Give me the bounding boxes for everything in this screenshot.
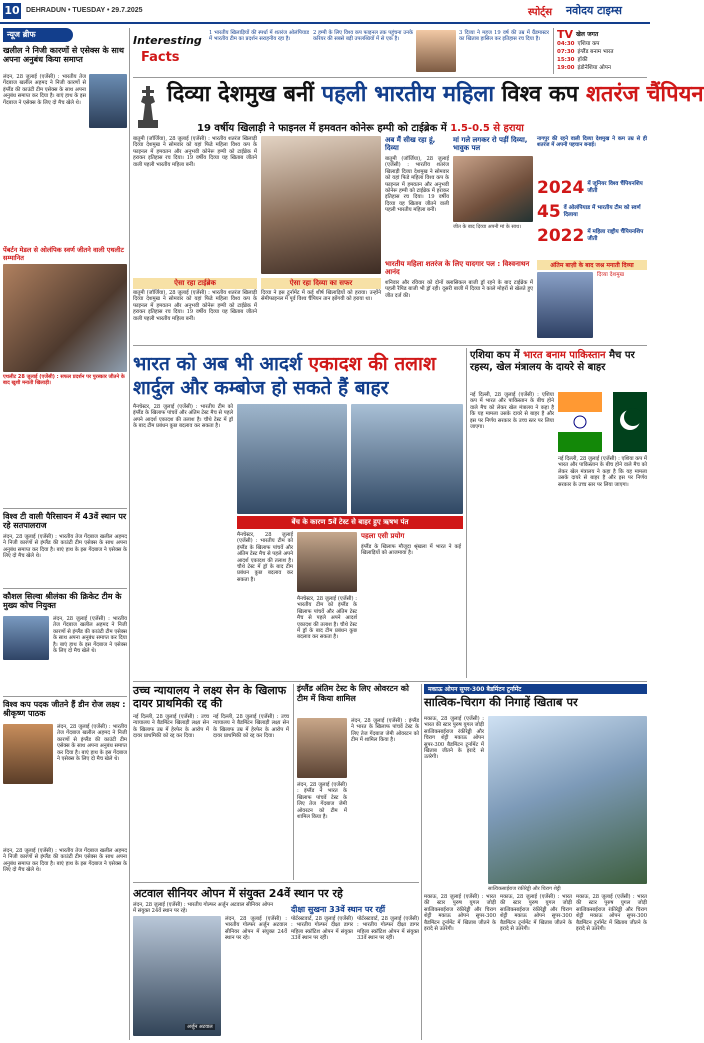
sidebar-title: पहला एसी प्रयोग xyxy=(361,532,405,540)
atwal-title: अटवाल सीनियर ओपन में संयुक्त 24वें स्थान पर रहे xyxy=(133,887,343,900)
silva-photo xyxy=(3,616,49,660)
box-tiebreak-title: ऐसा रहा टाईब्रेक xyxy=(133,278,257,289)
tv-time: 15:30 xyxy=(557,57,575,63)
tv-row xyxy=(557,64,647,72)
tv-show: हॉकी xyxy=(577,57,588,63)
tv-show: इंग्लैंड बनाम भारत xyxy=(577,49,614,55)
cricket-body: मैनचेस्टर, 28 जुलाई (एजेंसी) : भारतीय टीम को इंग्लैंड के खिलाफ पांचवें और अंतिम टेस्ट मैच से पहले अपने आदर्श एकादश की तलाश है। चौथे टेस्ट में ड्रॉ के बाद टीम प्रबंधन कुछ बदलाव कर सकता है। xyxy=(297,596,357,641)
tv-row xyxy=(557,48,647,56)
badminton-kicker: मकाऊ ओपन सुपर-300 बैडमिंटन टूर्नामेंट xyxy=(424,684,647,694)
brief-item-body: लंदन, 28 जुलाई (एजेंसी) : भारतीय तेज गेंदबाज खलील अहमद ने निजी कारणों से इंग्लैंड की काउंटी टीम एसेक्स के साथ अपना अनुबंध समाप्त कर दिया है। बाएं हाथ के इस गेंदबाज ने एसेक्स के लिए दो मैच खेले थे। xyxy=(3,74,86,106)
quote-title: अब मैं सीख रहा हूं, दिव्या xyxy=(385,136,436,152)
interesting-facts-strip xyxy=(133,28,549,74)
tv-show: एशिया कप xyxy=(577,41,600,47)
lead-body: बातुमी (जॉर्जिया), 28 जुलाई (एजेंसी) : भारतीय शतरंज खिलाड़ी दिव्या देशमुख ने सोमवार को यहां फिडे महिला विश्व कप के फाइनल में हमवतन और अनुभवी कोनेरू हम्पी को टाईब्रेक में हराकर इतिहास रच दिया। 19 वर्षीय दिव्या यह खिताब जीतने वाली पहली भारतीय महिला बनीं। xyxy=(133,136,257,168)
badminton-body: मकाऊ, 28 जुलाई (एजेंसी) : भारत की स्टार पुरुष युगल जोड़ी सात्विकसाईराज रंकीरेड्डी और चिराग शेट्टी मकाऊ ओपन सुपर-300 बैडमिंटन टूर्नामेंट में खिताब जीतने के इरादे से उतरेगी। xyxy=(500,894,572,933)
cricket-body: मैनचेस्टर, 28 जुलाई (एजेंसी) : भारतीय टीम को इंग्लैंड के खिलाफ पांचवें और अंतिम टेस्ट मैच से पहले अपने आदर्श एकादश की तलाश है। चौथे टेस्ट में ड्रॉ के बाद टीम प्रबंधन कुछ बदलाव कर सकता है। xyxy=(133,404,233,430)
overton-body: लंदन, 28 जुलाई (एजेंसी) : इंग्लैंड ने भारत के खिलाफ पांचवें टेस्ट के लिए तेज गेंदबाज जेमी ओवरटन को टीम में शामिल किया है। xyxy=(297,782,347,821)
headline-part: भारत को अब भी आदर्श xyxy=(133,353,302,375)
athlete-photo xyxy=(3,264,127,372)
headline-part: एशिया कप में xyxy=(470,350,520,361)
lakshya-title: उच्च न्यायालय ने लक्ष्य सेन के खिलाफ दायर प्राथमिकी रद्द की xyxy=(133,684,287,710)
fact-item: 1 भारतीय खिलाड़ियों की स्पर्धा में शतरंज ओलंपियाड में भारतीय टीम का प्रदर्शन सराहनीय रहा है। xyxy=(209,30,309,43)
lead-story xyxy=(133,80,704,342)
brief-item-title: विश्व कप पदक जीतने हैं डीन रोज लक्ष्य : श्रीकृष्ण पाठक xyxy=(3,700,126,718)
overton-title: इंग्लैंड अंतिम टेस्ट के लिए ओवरटन को टीम में किया शामिल xyxy=(297,684,409,703)
quote-body: बातुमी (जॉर्जिया), 28 जुलाई (एजेंसी) : भारतीय शतरंज खिलाड़ी दिव्या देशमुख ने सोमवार को यहां फिडे महिला विश्व कप के फाइनल में हमवतन और अनुभवी कोनेरू हम्पी को टाईब्रेक में हराकर इतिहास रच दिया। 19 वर्षीय दिव्या यह खिताब जीतने वाली पहली भारतीय महिला बनीं। xyxy=(385,156,449,214)
badminton-caption: सात्विकसाईराज रंकीरेड्डी और चिराग शेट्टी xyxy=(488,886,561,892)
page-number: 10 xyxy=(4,4,20,17)
brief-item-title: खलील ने निजी कारणों से एसेक्स के साथ अपना अनुबंध किया समाप्त xyxy=(3,46,124,64)
headline-part: मैच पर रहस्य, खेल मंत्रालय के दायरे से बाहर xyxy=(470,350,635,373)
timeline-year: 45 xyxy=(537,202,561,222)
badminton-body: मकाऊ, 28 जुलाई (एजेंसी) : भारत की स्टार पुरुष युगल जोड़ी सात्विकसाईराज रंकीरेड्डी और चिराग शेट्टी मकाऊ ओपन सुपर-300 बैडमिंटन टूर्नामेंट में खिताब जीतने के इरादे से उतरेगी। xyxy=(424,894,496,933)
photo-caption: एथलीट 28 जुलाई (एजेंसी) : सफल प्रदर्शन पर पुरस्कार जीतने के बाद खुशी मनाती खिलाड़ी। xyxy=(3,374,125,386)
asia-cup-story xyxy=(470,348,647,678)
lakshya-body: नई दिल्ली, 28 जुलाई (एजेंसी) : उच्च न्यायालय ने बैडमिंटन खिलाड़ी लक्ष्य सेन के खिलाफ उम्र में हेरफेर के आरोप में दायर प्राथमिकी को रद्द कर दिया। xyxy=(213,714,289,740)
box-journey-title: ऐसा रहा दिव्या का सफर xyxy=(261,278,381,289)
tv-time: 07:30 xyxy=(557,49,575,55)
masthead xyxy=(0,0,650,24)
family-caption: जीत के बाद दिव्या अपनी मां के साथ। xyxy=(453,224,522,230)
player-photo xyxy=(416,30,456,72)
pant-photo-label: बेंच के कारण 5वें टेस्ट से बाहर हुए ऋषभ पंत xyxy=(237,516,463,529)
tv-row xyxy=(557,40,647,48)
news-brief-column xyxy=(3,28,127,1040)
lakshya-body: नई दिल्ली, 28 जुलाई (एजेंसी) : उच्च न्यायालय ने बैडमिंटन खिलाड़ी लक्ष्य सेन के खिलाफ उम्र में हेरफेर के आरोप में दायर प्राथमिकी को रद्द कर दिया। xyxy=(133,714,209,740)
pant-photo xyxy=(297,532,357,592)
atwal-body: लंदन, 28 जुलाई (एजेंसी) : भारतीय गोल्फर अर्जुन अटवाल सीनियर ओपन में संयुक्त 24वें स्थान पर रहे। xyxy=(133,902,273,915)
headline-part: एकादश की तलाश xyxy=(308,353,436,375)
brief-body-filler: लंदन, 28 जुलाई (एजेंसी) : भारतीय तेज गेंदबाज खलील अहमद ने निजी कारणों से इंग्लैंड की काउंटी टीम एसेक्स के साथ अपना अनुबंध समाप्त कर दिया है। बाएं हाथ के इस गेंदबाज ने एसेक्स के लिए दो मैच खेले थे। xyxy=(57,724,127,763)
timeline-row xyxy=(537,178,647,198)
cricket-headline-2: शार्दुल और कम्बोज हो सकते हैं बाहर xyxy=(133,377,389,399)
cricket-body: मैनचेस्टर, 28 जुलाई (एजेंसी) : भारतीय टीम को इंग्लैंड के खिलाफ पांचवें और अंतिम टेस्ट मैच से पहले अपने आदर्श एकादश की तलाश है। चौथे टेस्ट में ड्रॉ के बाद टीम प्रबंधन कुछ बदलाव कर सकता है। xyxy=(237,532,293,583)
badminton-body: मकाऊ, 28 जुलाई (एजेंसी) : भारत की स्टार पुरुष युगल जोड़ी सात्विकसाईराज रंकीरेड्डी और चिराग शेट्टी मकाऊ ओपन सुपर-300 बैडमिंटन टूर्नामेंट में खिताब जीतने के इरादे से उतरेगी। xyxy=(576,894,647,933)
tv-guide xyxy=(553,28,647,74)
satwik-chirag-photo xyxy=(488,716,647,884)
timeline-row xyxy=(537,226,647,246)
asia-cup-body: नई दिल्ली, 28 जुलाई (एजेंसी) : एशिया कप में भारत और पाकिस्तान के बीच होने वाले मैच को लेकर खेल मंत्रालय ने कहा है कि यह मामला उसके दायरे से बाहर है और इस पर निर्णय सरकार के उच्च स्तर पर लिया जाएगा। xyxy=(470,392,554,431)
tv-title: खेल जगत xyxy=(576,31,599,38)
diksha-title: दीक्षा सुखना 33वें स्थान पर रहीं xyxy=(291,905,386,914)
brief-body-filler: लंदन, 28 जुलाई (एजेंसी) : भारतीय तेज गेंदबाज खलील अहमद ने निजी कारणों से इंग्लैंड की काउंटी टीम एसेक्स के साथ अपना अनुबंध समाप्त कर दिया है। बाएं हाथ के इस गेंदबाज ने एसेक्स के लिए दो मैच खेले थे। xyxy=(53,616,127,655)
side-caption: दिव्या देशमुख xyxy=(597,272,625,278)
subhead-part: 19 वर्षीय खिलाड़ी ने फाइनल में हमवतन कोनेरू हम्पी को टाईब्रेक में xyxy=(197,123,447,134)
celebration-photo xyxy=(537,272,593,338)
diksha-body: पोर्टरस्टवार्ट, 28 जुलाई (एजेंसी) : भारतीय गोल्फर दीक्षा डागर महिला स्कॉटिश ओपन में संयुक्त 33वें स्थान पर रहीं। xyxy=(357,916,419,942)
timeline-intro: नागपुर की रहने वाली दिव्या देशमुख ने कम उम्र से ही शतरंज में अपनी पहचान बनाई। xyxy=(537,136,647,149)
divya-photo xyxy=(261,136,381,274)
tv-label: TV xyxy=(557,28,574,41)
timeline-text: में महिला राष्ट्रीय चैंपियनशिप जीती xyxy=(587,229,644,242)
flags-graphic xyxy=(558,392,647,452)
lead-headline xyxy=(167,82,704,108)
brief-item-title: विश्व टी वाली पैरिसायन में 43वें स्थान पर रहे सतपालराज xyxy=(3,512,127,530)
headline-part: पहली भारतीय महिला xyxy=(321,82,495,107)
chess-king-graphic xyxy=(133,84,163,134)
badminton-body: मकाऊ, 28 जुलाई (एजेंसी) : भारत की स्टार पुरुष युगल जोड़ी सात्विकसाईराज रंकीरेड्डी और चिराग शेट्टी मकाऊ ओपन सुपर-300 बैडमिंटन टूर्नामेंट में खिताब जीतने के इरादे से उतरेगी। xyxy=(424,716,484,761)
grandmaster-body: शनिवार और रविवार को दोनों क्लासिकल बाजी ड्रॉ रहने के बाद टाईब्रेक में पहली रैपिड बाजी भी ड्रॉ रही। दूसरी बाजी में दिव्या ने काले मोहरों से खेलते हुए जीत दर्ज की। xyxy=(385,280,533,299)
edition-line: DEHRADUN • TUESDAY • 29.7.2025 xyxy=(26,7,143,14)
atwal-photo xyxy=(133,916,221,1036)
timeline-year: 2022 xyxy=(537,226,585,246)
fact-item: 3 दिव्या ने महज 19 वर्ष की उम्र में ग्रैंडमास्टर का खिताब हासिल कर इतिहास रच दिया है। xyxy=(459,30,549,43)
asia-cup-headline xyxy=(470,350,647,374)
tv-row xyxy=(557,56,647,64)
lead-body: बातुमी (जॉर्जिया), 28 जुलाई (एजेंसी) : भारतीय शतरंज खिलाड़ी दिव्या देशमुख ने सोमवार को यहां फिडे महिला विश्व कप के फाइनल में हमवतन और अनुभवी कोनेरू हम्पी को टाईब्रेक में हराकर इतिहास रच दिया। 19 वर्षीय दिव्या यह खिताब जीतने वाली पहली भारतीय महिला बनीं। xyxy=(133,290,257,322)
facts-logo: Interesting xyxy=(133,34,202,47)
overton-body: लंदन, 28 जुलाई (एजेंसी) : इंग्लैंड ने भारत के खिलाफ पांचवें टेस्ट के लिए तेज गेंदबाज जेमी ओवरटन को टीम में शामिल किया है। xyxy=(351,718,419,744)
timeline-year: 2024 xyxy=(537,178,585,198)
timeline-row xyxy=(537,202,647,222)
paper-name: नवोदय टाइम्स xyxy=(566,4,622,17)
mother-hug-photo xyxy=(453,156,533,222)
cricket-headline-1 xyxy=(133,350,463,376)
tv-time: 04:30 xyxy=(557,41,575,47)
timeline-text: में जूनियर विश्व चैंपियनशिप जीती xyxy=(587,181,643,194)
cricket-story xyxy=(133,348,463,678)
grandmaster-title: भारतीय महिला शतरंज के लिए यादगार पल : विश्वनाथन आनंद xyxy=(385,260,530,276)
emotional-title: मां गले लगकर रो पड़ीं दिव्या, भावुक पल xyxy=(453,136,528,152)
tv-time: 19:00 xyxy=(557,65,575,71)
badminton-headline: सात्विक-चिराग की निगाहें खिताब पर xyxy=(424,695,578,709)
subhead-part: 1.5-0.5 से हराया xyxy=(450,123,524,134)
atwal-body: लंदन, 28 जुलाई (एजेंसी) : भारतीय गोल्फर अर्जुन अटवाल सीनियर ओपन में संयुक्त 24वें स्थान पर रहे। xyxy=(225,916,287,942)
facts-logo-2: Facts xyxy=(141,50,180,65)
section-name: स्पोर्ट्स xyxy=(528,7,552,18)
headline-part: भारत बनाम पाकिस्तान xyxy=(523,350,606,361)
brief-item-title: कौशल सिल्वा श्रीलंका की क्रिकेट टीम के मुख्य कोच नियुक्त xyxy=(3,592,122,610)
overton-photo xyxy=(297,718,347,778)
shrikrishna-photo xyxy=(3,724,53,784)
sidebar-body: इंग्लैंड के खिलाफ मौजूदा श्रृंखला में भारत ने कई खिलाड़ियों को आजमाया है। xyxy=(361,544,461,557)
news-brief-label: न्यूज ब्रीफ xyxy=(3,28,73,42)
badminton-story xyxy=(424,684,647,1040)
tv-show: इंडोनेशिया ओपन xyxy=(577,65,611,71)
diksha-body: पोर्टरस्टवार्ट, 28 जुलाई (एजेंसी) : भारतीय गोल्फर दीक्षा डागर महिला स्कॉटिश ओपन में संयुक्त 33वें स्थान पर रहीं। xyxy=(291,916,353,942)
asia-cup-body: नई दिल्ली, 28 जुलाई (एजेंसी) : एशिया कप में भारत और पाकिस्तान के बीच होने वाले मैच को लेकर खेल मंत्रालय ने कहा है कि यह मामला उसके दायरे से बाहर है और इस पर निर्णय सरकार के उच्च स्तर पर लिया जाएगा। xyxy=(558,456,647,488)
headline-part: विश्व कप xyxy=(501,82,579,107)
brief-body-filler: लंदन, 28 जुलाई (एजेंसी) : भारतीय तेज गेंदबाज खलील अहमद ने निजी कारणों से इंग्लैंड की काउंटी टीम एसेक्स के साथ अपना अनुबंध समाप्त कर दिया है। बाएं हाथ के इस गेंदबाज ने एसेक्स के लिए दो मैच खेले थे। xyxy=(3,534,127,560)
headline-part: दिव्या देशमुख बनीं xyxy=(167,82,314,107)
cm-title: अंतिम बाज़ी के बाद जश्न मनाती दिव्या xyxy=(537,260,647,270)
box-journey-body: दिव्या ने इस टूर्नामेंट में कई शीर्ष खिलाड़ियों को हराया। उन्होंने सेमीफाइनल में पूर्व विश्व चैंपियन तान झोंगयी को हराया था। xyxy=(261,290,381,303)
lead-subhead xyxy=(197,120,647,134)
fact-item: 2 हम्पी के लिए विश्व कप फाइनल तक पहुंचना उनके करियर की सबसे बड़ी उपलब्धियों में से एक है। xyxy=(313,30,413,43)
brief-body-filler: लंदन, 28 जुलाई (एजेंसी) : भारतीय तेज गेंदबाज खलील अहमद ने निजी कारणों से इंग्लैंड की काउंटी टीम एसेक्स के साथ अपना अनुबंध समाप्त कर दिया है। बाएं हाथ के इस गेंदबाज ने एसेक्स के लिए दो मैच खेले थे। xyxy=(3,848,127,874)
brief-item-title: पेंबर्टन मेडल से ओलंपिक स्वर्ण जीतने वाली एथलीट सम्मानित xyxy=(3,246,124,262)
khaleel-photo xyxy=(89,74,127,128)
atwal-photo-label: अर्जुन अटवाल xyxy=(187,1024,213,1030)
kamboj-photo xyxy=(351,404,463,514)
shardul-photo xyxy=(237,404,347,514)
timeline-text: वें ओलंपियाड में भारतीय टीम को स्वर्ण दिलाया xyxy=(563,205,641,218)
bottom-news xyxy=(133,684,419,1040)
headline-part: शतरंज चैंपियन xyxy=(585,82,704,107)
